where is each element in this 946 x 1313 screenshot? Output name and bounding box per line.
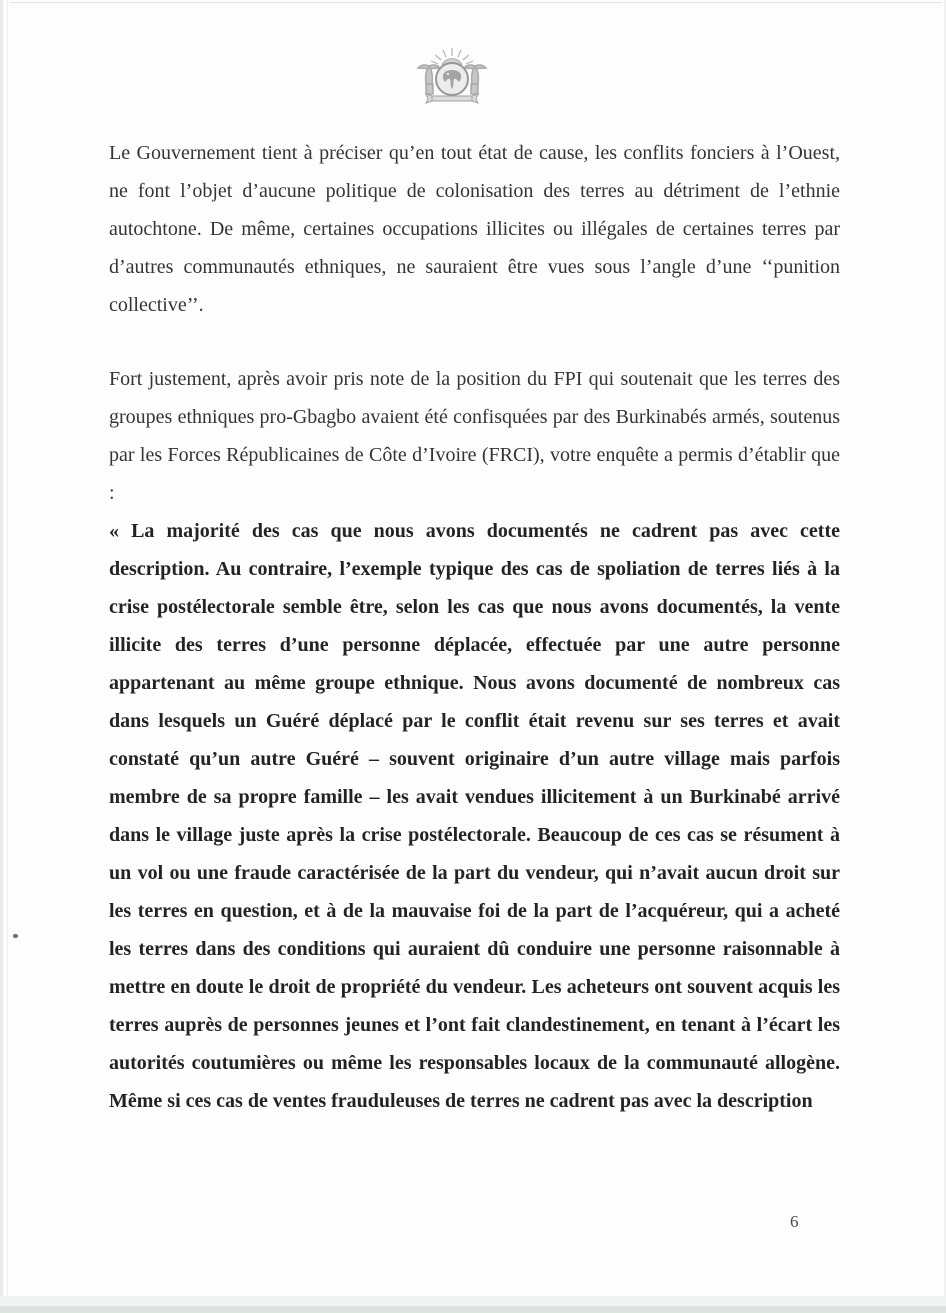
page-number: 6 [790, 1212, 799, 1231]
coat-of-arms-icon [402, 46, 502, 108]
scan-shadow-bottom [0, 1296, 946, 1306]
paragraph-government-statement: Le Gouvernement tient à préciser qu’en tout état de cause, les conflits fonciers à l’Ouest, ne font l’objet d’aucune politique de colonisation des terres au détriment de l’ethnie autochtone. De même, certaines occupations illicites ou illégales de certaines terres par d’autres communautés ethniques, ne sauraient être vues sous l’angle d’une ‘‘punition collective’’. [109, 142, 840, 316]
scan-line-top [10, 2, 942, 3]
scan-edge-bottom [0, 1306, 946, 1313]
scan-edge-left [0, 0, 3, 1313]
ink-speck [13, 934, 18, 938]
paragraph-fpi-position: Fort justement, après avoir pris note de la position du FPI qui soutenait que les terres des groupes ethniques pro-Gbagbo avaient été confisquées par des Burkinabés armés, soutenus par les Forces Républicaines de Côte d’Ivoire (FRCI), votre enquête a permis d’établir que : [109, 368, 840, 504]
paragraph-bold-quote: « La majorité des cas que nous avons documentés ne cadrent pas avec cette description. Au contraire, l’exemple typique des cas de spoliation de terres liés à la crise postélectorale semble être, selon les cas que nous avons documentés, la vente illicite des terres d’une personne déplacée, effectuée par une autre personne appartenant au même groupe ethnique. Nous avons documenté de nombreux cas dans lesquels un Guéré déplacé par le conflit était revenu sur ses terres et avait constaté qu’un autre Guéré – souvent originaire d’un autre village mais parfois membre de sa propre famille – les avait vendues illicitement à un Burkinabé arrivé dans le village juste après la crise postélectorale. Beaucoup de ces cas se résument à un vol ou une fraude caractérisée de la part du vendeur, qui n’avait aucun droit sur les terres en question, et à de la mauvaise foi de la part de l’acquéreur, qui a acheté les terres dans des conditions qui auraient dû conduire une personne raisonnable à mettre en doute le droit de propriété du vendeur. Les acheteurs ont souvent acquis les terres auprès de personnes jeunes et l’ont fait clandestinement, en tenant à l’écart les autorités coutumières ou même les responsables locaux de la communauté allogène. Même si ces cas de ventes frauduleuses de terres ne cadrent pas avec la description [109, 520, 840, 1112]
scan-line-left [7, 2, 8, 1313]
document-body [109, 134, 840, 1120]
